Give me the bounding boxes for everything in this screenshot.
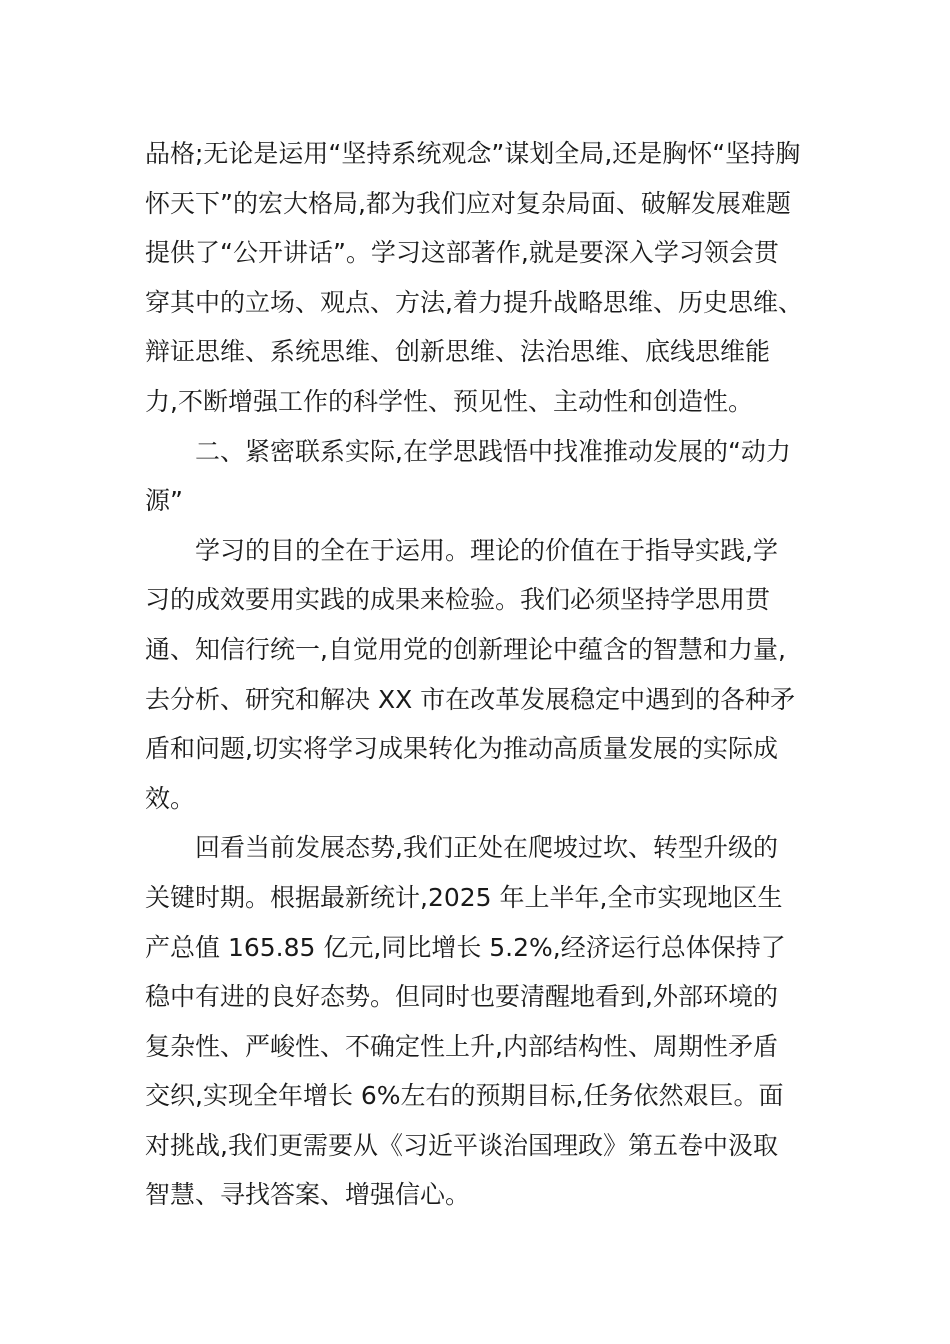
paragraph-line: 稳中有进的良好态势。但同时也要清醒地看到,外部环境的 — [145, 982, 778, 1012]
paragraph-line: 交织,实现全年增长 6%左右的预期目标,任务依然艰巨。面 — [145, 1081, 784, 1111]
section-heading-line: 二、紧密联系实际,在学思践悟中找准推动发展的“动力 — [195, 436, 791, 466]
section-heading-line: 源” — [145, 486, 183, 516]
paragraph-line: 学习的目的全在于运用。理论的价值在于指导实践,学 — [195, 535, 778, 565]
paragraph-line: 品格;无论是运用“坚持系统观念”谋划全局,还是胸怀“坚持胸 — [145, 139, 801, 168]
body-text — [145, 129, 835, 1220]
paragraph-line: 产总值 165.85 亿元,同比增长 5.2%,经济运行总体保持了 — [145, 932, 786, 962]
paragraph-line: 去分析、研究和解决 XX 市在改革发展稳定中遇到的各种矛 — [145, 684, 796, 714]
paragraph-line: 力,不断增强工作的科学性、预见性、主动性和创造性。 — [145, 386, 753, 416]
paragraph-line: 辩证思维、系统思维、创新思维、法治思维、底线思维能 — [145, 337, 771, 367]
paragraph-line: 复杂性、严峻性、不确定性上升,内部结构性、周期性矛盾 — [145, 1031, 778, 1061]
paragraph-line: 对挑战,我们更需要从《习近平谈治国理政》第五卷中汲取 — [145, 1130, 778, 1160]
paragraph-line: 提供了“公开讲话”。学习这部著作,就是要深入学习领会贯 — [145, 238, 779, 268]
paragraph-line: 习的成效要用实践的成果来检验。我们必须坚持学思用贯 — [145, 585, 771, 615]
paragraph-line: 穿其中的立场、观点、方法,着力提升战略思维、历史思维、 — [145, 287, 803, 317]
paragraph-line: 智慧、寻找答案、增强信心。 — [145, 1180, 471, 1210]
paragraph-line: 回看当前发展态势,我们正处在爬坡过坎、转型升级的 — [195, 833, 778, 863]
paragraph-line: 通、知信行统一,自觉用党的创新理论中蕴含的智慧和力量, — [145, 634, 786, 664]
paragraph-line: 盾和问题,切实将学习成果转化为推动高质量发展的实际成 — [145, 734, 778, 764]
paragraph-line: 关键时期。根据最新统计,2025 年上半年,全市实现地区生 — [145, 882, 783, 912]
paragraph-line: 效。 — [145, 783, 196, 813]
paragraph-line: 怀天下”的宏大格局,都为我们应对复杂局面、破解发展难题 — [145, 188, 791, 218]
